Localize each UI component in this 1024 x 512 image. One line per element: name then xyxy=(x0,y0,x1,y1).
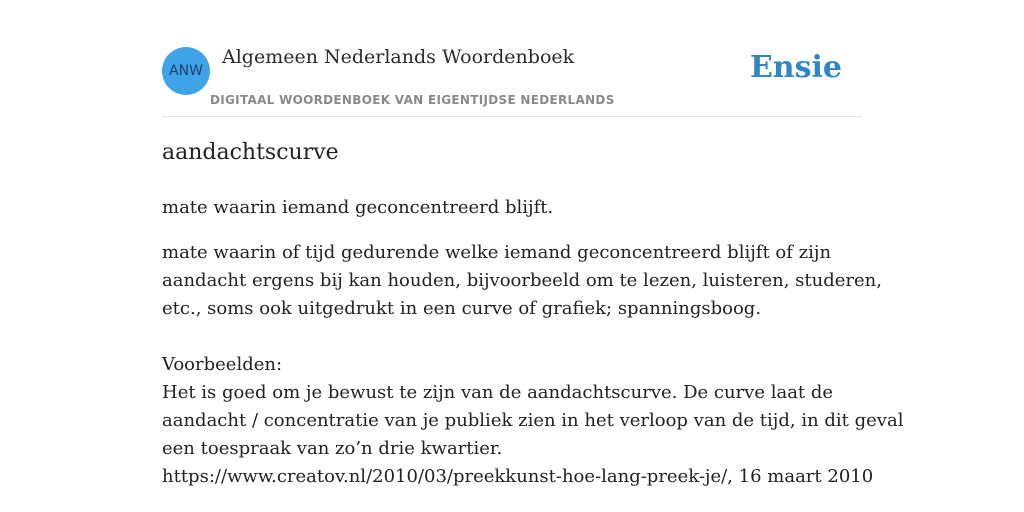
logo-text: ANW xyxy=(169,63,203,79)
long-definition xyxy=(162,239,882,323)
header xyxy=(162,0,862,117)
long-definition-line: aandacht ergens bij kan houden, bijvoorbeeld om te lezen, luisteren, studeren, xyxy=(162,270,882,291)
entry-card xyxy=(162,0,904,512)
site-subtitle: DIGITAAL WOORDENBOEK VAN EIGENTIJDSE NEDERLANDS xyxy=(210,93,615,107)
example-line: een toespraak van zo’n drie kwartier. xyxy=(162,438,503,459)
example-line: Het is goed om je bewust te zijn van de aandachtscurve. De curve laat de xyxy=(162,382,834,403)
anw-logo[interactable] xyxy=(162,47,210,95)
site-title[interactable]: Algemeen Nederlands Woordenboek xyxy=(222,46,575,68)
examples-heading: Voorbeelden: xyxy=(162,354,283,375)
example-source: https://www.creatov.nl/2010/03/preekkunst-hoe-lang-preek-je/, 16 maart 2010 xyxy=(162,466,874,487)
examples-section xyxy=(162,351,904,491)
ensie-brand-link[interactable]: Ensie xyxy=(749,50,842,85)
long-definition-line: mate waarin of tijd gedurende welke iemand geconcentreerd blijft of zijn xyxy=(162,242,832,263)
example-line: aandacht / concentratie van je publiek zien in het verloop van de tijd, in dit geval xyxy=(162,410,904,431)
entry-term: aandachtscurve xyxy=(162,140,339,165)
short-definition: mate waarin iemand geconcentreerd blijft. xyxy=(162,197,554,218)
long-definition-line: etc., soms ook uitgedrukt in een curve of grafiek; spanningsboog. xyxy=(162,298,762,319)
